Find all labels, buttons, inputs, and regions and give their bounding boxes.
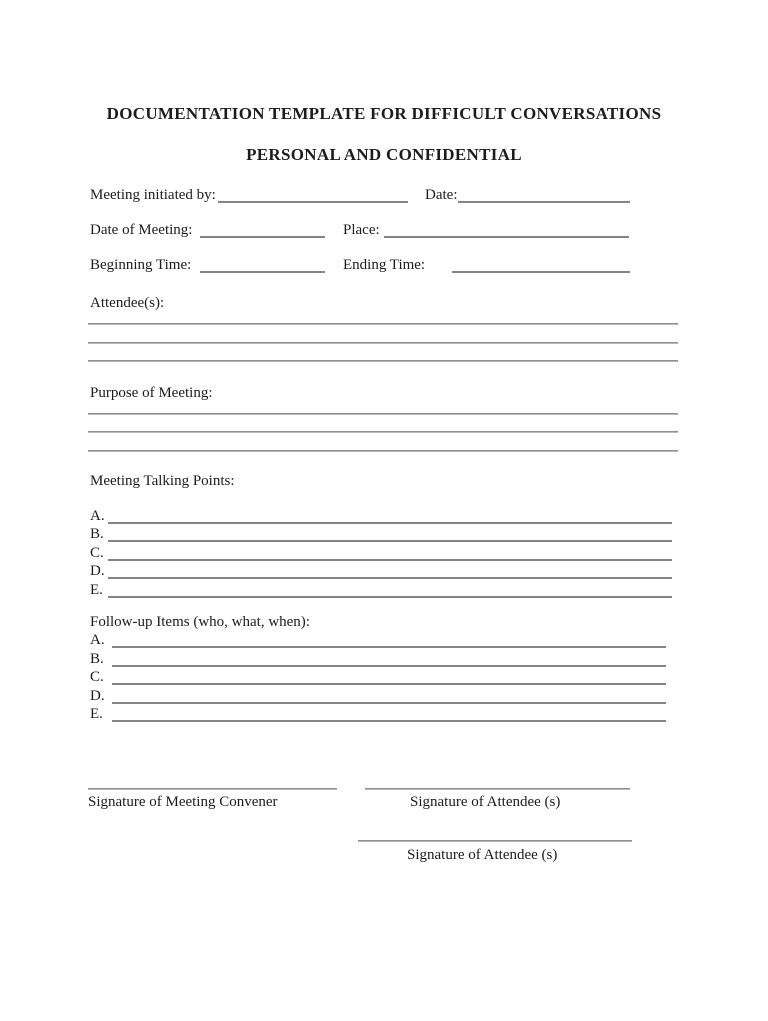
signature-label-attendee-1: Signature of Attendee (s) xyxy=(410,794,561,810)
follow-up-fill-line[interactable] xyxy=(112,720,666,722)
field-label-date-of-meeting: Date of Meeting: xyxy=(90,222,193,238)
talking-point-fill-line[interactable] xyxy=(108,522,672,524)
signature-label-convener: Signature of Meeting Convener xyxy=(88,794,278,810)
follow-up-letter: E. xyxy=(90,706,103,722)
talking-point-fill-line[interactable] xyxy=(108,596,672,598)
section-label-follow-up: Follow-up Items (who, what, when): xyxy=(90,614,310,630)
talking-point-fill-line[interactable] xyxy=(108,540,672,542)
follow-up-letter: A. xyxy=(90,632,105,648)
follow-up-fill-line[interactable] xyxy=(112,702,666,704)
field-line-place[interactable] xyxy=(384,236,629,238)
field-label-meeting-initiated-by: Meeting initiated by: xyxy=(90,187,216,203)
follow-up-fill-line[interactable] xyxy=(112,683,666,685)
attendees-fill-line[interactable] xyxy=(88,323,678,325)
signature-line-convener[interactable] xyxy=(88,788,337,790)
page-title: DOCUMENTATION TEMPLATE FOR DIFFICULT CONVERSATIONS xyxy=(106,104,662,123)
follow-up-fill-line[interactable] xyxy=(112,646,666,648)
follow-up-letter: D. xyxy=(90,688,105,704)
signature-line-attendee-2[interactable] xyxy=(358,840,632,842)
field-line-beginning-time[interactable] xyxy=(200,271,325,273)
signature-line-attendee-1[interactable] xyxy=(365,788,630,790)
talking-point-fill-line[interactable] xyxy=(108,577,672,579)
field-label-beginning-time: Beginning Time: xyxy=(90,257,192,273)
talking-point-letter: A. xyxy=(90,508,105,524)
field-line-ending-time[interactable] xyxy=(452,271,630,273)
talking-point-letter: D. xyxy=(90,563,105,579)
page-subtitle: PERSONAL AND CONFIDENTIAL xyxy=(246,145,522,164)
section-label-talking-points: Meeting Talking Points: xyxy=(90,473,235,489)
section-label-purpose: Purpose of Meeting: xyxy=(90,385,213,401)
talking-point-letter: E. xyxy=(90,582,103,598)
talking-point-letter: B. xyxy=(90,526,104,542)
follow-up-letter: C. xyxy=(90,669,104,685)
talking-point-fill-line[interactable] xyxy=(108,559,672,561)
field-line-meeting-initiated-by[interactable] xyxy=(218,201,408,203)
field-line-date-of-meeting[interactable] xyxy=(200,236,325,238)
follow-up-fill-line[interactable] xyxy=(112,665,666,667)
field-label-ending-time: Ending Time: xyxy=(343,257,426,273)
talking-point-letter: C. xyxy=(90,545,104,561)
purpose-fill-line[interactable] xyxy=(88,450,678,452)
field-line-date[interactable] xyxy=(458,201,630,203)
field-label-place: Place: xyxy=(343,222,380,238)
attendees-fill-line[interactable] xyxy=(88,342,678,344)
field-label-date: Date: xyxy=(425,187,458,203)
section-label-attendees: Attendee(s): xyxy=(90,295,165,311)
purpose-fill-line[interactable] xyxy=(88,431,678,433)
purpose-fill-line[interactable] xyxy=(88,413,678,415)
attendees-fill-line[interactable] xyxy=(88,360,678,362)
signature-label-attendee-2: Signature of Attendee (s) xyxy=(407,847,558,863)
follow-up-letter: B. xyxy=(90,651,104,667)
